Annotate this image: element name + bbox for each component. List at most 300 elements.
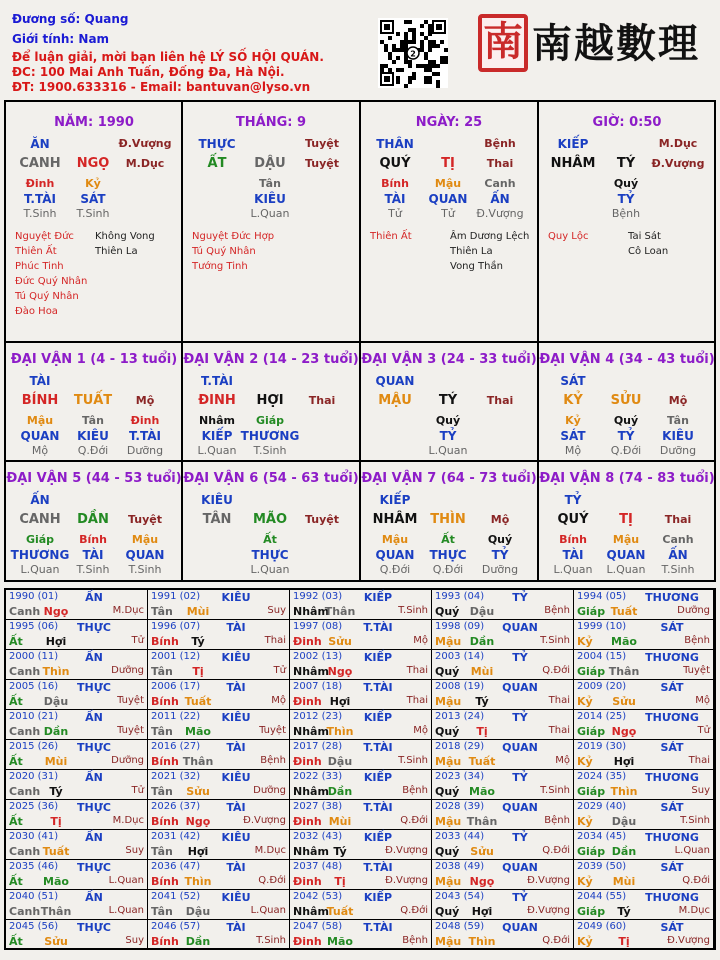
dai-van-hidden-state: Dưỡng [481, 563, 519, 576]
year-branch: Tý [617, 905, 631, 918]
year-branch: Dậu [611, 815, 637, 828]
dai-van-hidden-stem: Canh [662, 533, 694, 546]
year-label: 2045 (56) [9, 921, 59, 932]
hidden-ten-god: TÀI [384, 192, 406, 206]
year-branch: Ngọ [185, 815, 211, 828]
inauspicious-star: Không Vong [95, 231, 155, 242]
hidden-ten-god: ẤN [490, 192, 510, 206]
dai-van-hidden-state: L.Quan [606, 563, 646, 576]
year-branch: Tuất [326, 905, 354, 918]
year-label: 2044 (55) [577, 891, 627, 902]
dai-van-branch: MÃO [252, 512, 288, 527]
hidden-stem: Bính [381, 177, 409, 190]
dai-van-hidden-state: T.Sinh [253, 444, 287, 457]
year-ten-god: THỰC [77, 741, 111, 754]
year-ten-god: SÁT [660, 621, 684, 634]
year-ten-god: THƯƠNG [645, 591, 699, 604]
year-cell [290, 590, 432, 620]
life-stage: Bệnh [484, 137, 516, 150]
year-state: T.Sinh [398, 755, 428, 766]
year-branch: Thìn [326, 725, 354, 738]
hidden-ten-god: T.TÀI [24, 192, 56, 206]
header [0, 0, 720, 100]
year-state: Suy [267, 605, 286, 616]
year-cell [148, 770, 290, 800]
year-branch: Dần [185, 935, 211, 948]
year-ten-god: QUAN [502, 681, 538, 694]
year-state: Đ.Vượng [667, 935, 710, 946]
year-state: Tuyệt [683, 665, 710, 676]
year-branch: Dậu [43, 695, 69, 708]
year-cell [6, 650, 148, 680]
pillar-title: GIỜ: 0:50 [592, 115, 662, 130]
year-label: 2008 (19) [435, 681, 485, 692]
dai-van-hidden-state: Dưỡng [126, 444, 164, 457]
year-cell [6, 740, 148, 770]
year-branch: Thân [324, 605, 356, 618]
dai-van-hidden-god: THỰC [251, 548, 289, 562]
dai-van-title: ĐẠI VẬN 5 (44 - 53 tuổi) [6, 471, 182, 486]
year-state: Q.Đới [682, 875, 710, 886]
year-label: 2018 (29) [435, 741, 485, 752]
year-cell [6, 920, 148, 950]
dai-van-hidden-god: QUAN [375, 548, 415, 562]
dai-van-ten-god: SÁT [560, 374, 586, 388]
year-state: T.Sinh [398, 605, 428, 616]
hidden-stem: Đinh [25, 177, 55, 190]
year-state: Tử [131, 785, 144, 796]
year-stem: Quý [435, 665, 460, 678]
year-stem: Mậu [435, 815, 462, 828]
year-ten-god: QUAN [502, 621, 538, 634]
year-label: 2042 (53) [293, 891, 343, 902]
year-state: L.Quan [674, 845, 710, 856]
year-cell [6, 860, 148, 890]
earthly-branch: TÝ [616, 156, 636, 171]
year-branch: Thìn [184, 875, 212, 888]
year-label: 2001 (12) [151, 651, 201, 662]
dai-van-ten-god: ẤN [30, 493, 50, 507]
year-cell [290, 740, 432, 770]
year-ten-god: TỶ [512, 771, 528, 784]
year-state: Tuyệt [259, 725, 286, 736]
dai-van-hidden-stem: Ất [441, 533, 455, 546]
year-label: 2038 (49) [435, 861, 485, 872]
year-ten-god: THƯƠNG [645, 651, 699, 664]
dai-van-hidden-state: Mộ [564, 444, 582, 457]
dai-van-stem: ĐINH [198, 393, 236, 408]
year-branch: Sửu [612, 695, 636, 708]
dai-van-hidden-stem: Giáp [25, 533, 55, 546]
year-stem: Bính [151, 875, 179, 888]
year-state: L.Quan [250, 905, 286, 916]
auspicious-star: Thiên Ất [15, 246, 57, 257]
year-stem: Giáp [577, 725, 606, 738]
year-stem: Canh [9, 665, 41, 678]
seal-stamp: 南 [478, 14, 528, 72]
year-cell [6, 830, 148, 860]
dai-van-hidden-state: T.Sinh [128, 563, 162, 576]
year-label: 2025 (36) [9, 801, 59, 812]
year-state: Thai [406, 695, 428, 706]
year-ten-god: TỶ [512, 711, 528, 724]
year-cell [574, 740, 714, 770]
dai-van-hidden-stem: Tân [82, 414, 104, 427]
year-branch: Mùi [186, 605, 210, 618]
year-label: 2003 (14) [435, 651, 485, 662]
inauspicious-star: Âm Dương Lệch [450, 231, 530, 242]
year-state: Dưỡng [111, 755, 144, 766]
year-branch: Hợi [45, 635, 67, 648]
year-branch: Tị [50, 815, 62, 828]
year-state: T.Sinh [540, 635, 570, 646]
gender: Giới tính: Nam [12, 32, 110, 46]
year-label: 2009 (20) [577, 681, 627, 692]
dai-van-branch: TỊ [619, 512, 633, 527]
dai-van-stem: BÍNH [21, 393, 59, 408]
year-stem: Đinh [293, 875, 322, 888]
dai-van-hidden-state: L.Quan [197, 444, 237, 457]
dai-van-hidden-state: L.Quan [20, 563, 60, 576]
year-label: 2037 (48) [293, 861, 343, 872]
dai-van-stem: KỶ [563, 393, 583, 408]
year-branch: Tị [618, 935, 630, 948]
year-cell [148, 650, 290, 680]
ten-god-label: THỰC [198, 137, 236, 151]
year-stem: Đinh [293, 815, 322, 828]
year-ten-god: TỶ [512, 591, 528, 604]
year-cell [432, 710, 574, 740]
year-cell [148, 860, 290, 890]
year-stem: Ất [9, 875, 23, 888]
year-stem: Đinh [293, 935, 322, 948]
year-state: Bệnh [684, 635, 710, 646]
dai-van-hidden-god: KIÊU [77, 429, 109, 443]
branch-state: Thai [486, 157, 514, 170]
hidden-life-stage: T.Sinh [76, 207, 110, 220]
dai-van-stem: MẬU [378, 393, 412, 408]
year-stem: Nhâm [293, 665, 329, 678]
year-state: M.Dục [112, 605, 144, 616]
year-state: Đ.Vượng [243, 815, 286, 826]
year-ten-god: ẤN [85, 831, 103, 844]
year-stem: Đinh [293, 635, 322, 648]
owner-name: Đương số: Quang [12, 12, 129, 26]
year-label: 2016 (27) [151, 741, 201, 752]
year-cell [148, 590, 290, 620]
year-cell [574, 710, 714, 740]
earthly-branch: DẬU [254, 156, 286, 171]
year-cell [290, 860, 432, 890]
dai-van-state: Mộ [490, 513, 510, 526]
year-stem: Tân [151, 665, 173, 678]
year-cell [432, 770, 574, 800]
year-ten-god: QUAN [502, 801, 538, 814]
year-ten-god: ẤN [85, 591, 103, 604]
year-cell [432, 920, 574, 950]
year-stem: Ất [9, 815, 23, 828]
year-label: 2043 (54) [435, 891, 485, 902]
year-stem: Tân [151, 845, 173, 858]
dai-van-hidden-state: L.Quan [428, 444, 468, 457]
year-branch: Tý [191, 635, 205, 648]
year-stem: Mậu [435, 875, 462, 888]
year-branch: Thân [40, 905, 72, 918]
year-stem: Ất [9, 935, 23, 948]
year-state: Tuyệt [117, 725, 144, 736]
year-stem: Bính [151, 815, 179, 828]
auspicious-star: Tú Quý Nhân [15, 291, 79, 302]
year-label: 2014 (25) [577, 711, 627, 722]
dai-van-title: ĐẠI VẬN 2 (14 - 23 tuổi) [183, 352, 359, 367]
year-ten-god: T.TÀI [363, 921, 393, 934]
year-label: 2028 (39) [435, 801, 485, 812]
year-ten-god: THỰC [77, 681, 111, 694]
year-label: 2002 (13) [293, 651, 343, 662]
year-branch: Dần [611, 845, 637, 858]
year-label: 2048 (59) [435, 921, 485, 932]
year-state: Thai [548, 695, 570, 706]
dai-van-title: ĐẠI VẬN 6 (54 - 63 tuổi) [183, 471, 359, 486]
dai-van-hidden-god: QUAN [20, 429, 60, 443]
year-stem: Đinh [293, 755, 322, 768]
year-cell [290, 650, 432, 680]
year-label: 2039 (50) [577, 861, 627, 872]
hidden-ten-god: SÁT [80, 192, 106, 206]
dai-van-ten-god: T.TÀI [201, 374, 233, 388]
hidden-ten-god: QUAN [428, 192, 468, 206]
year-state: Mộ [695, 695, 710, 706]
dai-van-hidden-stem: Quý [613, 414, 639, 427]
year-branch: Tuất [184, 695, 212, 708]
year-label: 1998 (09) [435, 621, 485, 632]
year-ten-god: THỰC [77, 921, 111, 934]
inauspicious-star: Thiên La [450, 246, 493, 257]
year-stem: Bính [151, 695, 179, 708]
dai-van-title: ĐẠI VẬN 8 (74 - 83 tuổi) [539, 471, 715, 486]
year-branch: Mão [611, 635, 637, 648]
dai-van-state: Thai [664, 513, 692, 526]
year-state: Đ.Vượng [527, 875, 570, 886]
auspicious-star: Đào Hoa [15, 306, 58, 317]
year-cell [148, 620, 290, 650]
branch-state: Tuyệt [304, 157, 340, 170]
year-state: Q.Đới [542, 845, 570, 856]
svg-text:2: 2 [410, 49, 416, 59]
dai-van-hidden-stem: Mậu [381, 533, 409, 546]
dai-van-hidden-stem: Đinh [130, 414, 160, 427]
year-branch: Ngọ [327, 665, 353, 678]
dai-van-hidden-state: T.Sinh [76, 563, 110, 576]
year-cell [6, 620, 148, 650]
year-branch: Tị [334, 875, 346, 888]
hidden-life-stage: Tử [441, 207, 455, 220]
dai-van-hidden-state: L.Quan [250, 563, 290, 576]
logo: 南越數理 [532, 20, 700, 67]
hidden-life-stage: L.Quan [250, 207, 290, 220]
year-ten-god: THỰC [77, 801, 111, 814]
year-cell [432, 590, 574, 620]
dai-van-hidden-god: THỰC [429, 548, 467, 562]
year-state: Q.Đới [542, 935, 570, 946]
year-branch: Thìn [468, 935, 496, 948]
heavenly-stem: ẤT [207, 156, 227, 171]
dai-van-stem: CANH [19, 512, 61, 527]
year-ten-god: KIÊU [221, 651, 251, 664]
year-ten-god: ẤN [85, 711, 103, 724]
year-branch: Mão [43, 875, 69, 888]
year-stem: Giáp [577, 785, 606, 798]
year-label: 2033 (44) [435, 831, 485, 842]
year-ten-god: SÁT [660, 801, 684, 814]
year-branch: Ngọ [43, 605, 69, 618]
year-ten-god: ẤN [85, 651, 103, 664]
year-state: Bệnh [544, 815, 570, 826]
year-label: 2004 (15) [577, 651, 627, 662]
year-branch: Sửu [328, 635, 352, 648]
hidden-stem: Tân [259, 177, 281, 190]
dai-van-branch: HỢI [256, 393, 284, 408]
year-branch: Dậu [185, 905, 211, 918]
year-ten-god: THƯƠNG [645, 711, 699, 724]
dai-van-hidden-state: Q.Đới [379, 563, 411, 576]
year-stem: Kỷ [577, 815, 593, 828]
dai-van-hidden-god: TỶ [439, 429, 457, 443]
year-branch: Mão [469, 785, 495, 798]
year-state: Thai [688, 755, 710, 766]
year-stem: Bính [151, 935, 179, 948]
year-stem: Kỷ [577, 755, 593, 768]
branch-state: M.Dục [125, 157, 165, 170]
year-ten-god: TÀI [226, 801, 246, 814]
year-ten-god: SÁT [660, 921, 684, 934]
year-ten-god: SÁT [660, 681, 684, 694]
year-stem: Canh [9, 605, 41, 618]
auspicious-star: Tú Quý Nhân [192, 246, 256, 257]
year-label: 2029 (40) [577, 801, 627, 812]
year-stem: Nhâm [293, 905, 329, 918]
year-cell [290, 890, 432, 920]
dai-van-hidden-state: Q.Đới [432, 563, 464, 576]
year-cell [574, 590, 714, 620]
dai-van-hidden-god: SÁT [560, 429, 586, 443]
year-branch: Tuất [42, 845, 70, 858]
dai-van-hidden-stem: Bính [79, 533, 107, 546]
dai-van-hidden-stem: Mậu [612, 533, 640, 546]
year-state: L.Quan [108, 905, 144, 916]
year-state: Suy [691, 785, 710, 796]
year-stem: Giáp [577, 665, 606, 678]
year-label: 1995 (06) [9, 621, 59, 632]
year-ten-god: KIÊU [221, 771, 251, 784]
life-stage: M.Dục [658, 137, 698, 150]
year-label: 2007 (18) [293, 681, 343, 692]
year-branch: Dậu [327, 755, 353, 768]
year-cell [432, 860, 574, 890]
year-cell [432, 740, 574, 770]
year-stem: Đinh [293, 695, 322, 708]
dai-van-state: Tuyệt [127, 513, 163, 526]
year-label: 2031 (42) [151, 831, 201, 842]
year-cell [574, 830, 714, 860]
year-label: 2047 (58) [293, 921, 343, 932]
year-stem: Canh [9, 905, 41, 918]
year-cell [574, 620, 714, 650]
year-stem: Kỷ [577, 875, 593, 888]
year-cell [290, 800, 432, 830]
year-stem: Canh [9, 785, 41, 798]
year-cell [290, 830, 432, 860]
year-cell [574, 770, 714, 800]
dai-van-hidden-stem: Mậu [131, 533, 159, 546]
dai-van-ten-god: KIẾP [379, 493, 411, 507]
dai-van-hidden-god: KIẾP [201, 429, 233, 443]
auspicious-star: Đức Quý Nhân [15, 276, 88, 287]
year-stem: Nhâm [293, 725, 329, 738]
year-state: Thai [406, 665, 428, 676]
hidden-life-stage: Tử [388, 207, 402, 220]
year-cell [6, 590, 148, 620]
year-cell [432, 620, 574, 650]
year-label: 2013 (24) [435, 711, 485, 722]
year-ten-god: SÁT [660, 861, 684, 874]
year-label: 2034 (45) [577, 831, 627, 842]
dai-van-ten-god: KIÊU [201, 493, 233, 507]
year-branch: Thìn [610, 785, 638, 798]
ten-god-label: THÂN [376, 137, 414, 151]
dai-van-title: ĐẠI VẬN 1 (4 - 13 tuổi) [10, 352, 178, 367]
year-cell [290, 920, 432, 950]
year-stem: Kỷ [577, 635, 593, 648]
year-stem: Kỷ [577, 695, 593, 708]
year-branch: Thìn [42, 665, 70, 678]
dai-van-hidden-god: KIÊU [662, 429, 694, 443]
heavenly-stem: NHÂM [550, 156, 596, 171]
year-label: 2017 (28) [293, 741, 343, 752]
year-branch: Tị [476, 725, 488, 738]
dai-van-state: Thai [486, 394, 514, 407]
year-label: 2000 (11) [9, 651, 59, 662]
year-ten-god: TÀI [226, 921, 246, 934]
year-ten-god: THƯƠNG [645, 771, 699, 784]
year-ten-god: KIẾP [363, 831, 393, 844]
dai-van-hidden-stem: Quý [435, 414, 461, 427]
year-ten-god: THƯƠNG [645, 831, 699, 844]
inauspicious-star: Vong Thần [450, 261, 503, 272]
dai-van-hidden-god: TÀI [82, 548, 104, 562]
dai-van-hidden-stem: Mậu [26, 414, 54, 427]
year-label: 2024 (35) [577, 771, 627, 782]
year-cell [148, 710, 290, 740]
year-stem: Ất [9, 755, 23, 768]
year-cell [148, 920, 290, 950]
year-state: Mộ [413, 635, 428, 646]
hidden-stem: Mậu [434, 177, 462, 190]
year-state: Bệnh [402, 785, 428, 796]
year-ten-god: KIẾP [363, 591, 393, 604]
dai-van-branch: TÝ [438, 393, 458, 408]
year-label: 2032 (43) [293, 831, 343, 842]
heavenly-stem: CANH [19, 156, 61, 171]
dai-van-title: ĐẠI VẬN 3 (24 - 33 tuổi) [361, 352, 537, 367]
hidden-life-stage: Đ.Vượng [476, 207, 524, 220]
year-branch: Thân [182, 755, 214, 768]
year-state: Suy [125, 845, 144, 856]
year-ten-god: TỶ [512, 831, 528, 844]
year-label: 2021 (32) [151, 771, 201, 782]
year-state: Mộ [555, 755, 570, 766]
year-state: Dưỡng [253, 785, 286, 796]
